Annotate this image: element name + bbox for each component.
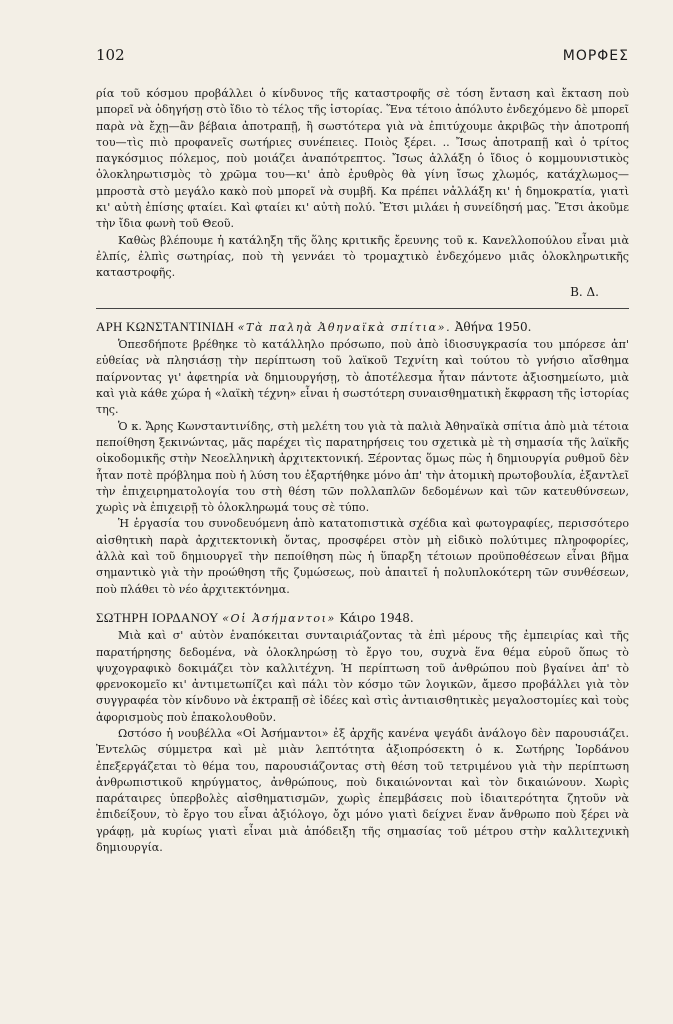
page-number: 102 — [96, 46, 125, 64]
continued-paragraph: ρία τοῦ κόσμου προβάλλει ὁ κίνδυνος τῆς καταστροφῆς σὲ τόση ἔνταση καὶ ἔκταση ποὺ μπορεῖ νὰ ὁδηγήσῃ στὸ ἴδιο τὸ τέλος τῆς ἱστορίας. Ἕνα τέτοιο ἀπόλυτο ἐνδεχόμενο δὲ μπορεῖ παρὰ νὰ ἔχῃ—ἂν βέβαια ἀποτραπῇ, ἢ σωστότερα γιὰ νὰ ἐπιτύχουμε ἀκριβῶς τὴν ἀποτροπή του—τὶς πιὸ προφανεῖς σωτήριες συνέπειες. Ποιὸς ξέρει. .. Ἴσως ἀποτραπῇ καὶ ὁ τρίτος παγκόσμιος πόλεμος, ποὺ μοιάζει ἀναπότρεπτος. Ἴσως ἀλλάξη ὁ ἴδιος ὁ κομμουνιστικὸς ὁλοκληρωτισμὸς τὸ χρῶμα του—κι' ἀπὸ ἐρυθρὸς θὰ γίνη ἴσως χλωμός, κατάχλωμος—μπροστὰ στὸ μεγάλο κακὸ ποὺ μπορεῖ νὰ συμβῆ. Κα πρέπει νἀλλάξη κι' ἡ δημοκρατία, γιατὶ κι' αὐτὴ ἐπίσης φταίει. Καὶ φταίει κι' αὐτὴ πολύ. Ἔτσι μιλάει ἡ συνείδησή μας. Ἔτσι ἀκοῦμε τὴν ἴδια φωνὴ τοῦ Θεοῦ. — [96, 87, 629, 231]
body-paragraph: Καθὼς βλέπουμε ἡ κατάληξη τῆς ὅλης κριτικῆς ἔρευνης τοῦ κ. Κανελλοπούλου εἶναι μιὰ ἐλπίς, ἐλπὶς σωτηρίας, ποὺ τὴ γεννάει τὸ τρομαχτικὸ ἐνδεχόμενο μιᾶς ὁλοκληρωτικῆς καταστροφῆς. — [96, 233, 629, 280]
body-paragraph: Ὁ κ. Ἄρης Κωνσταντινίδης, στὴ μελέτη του γιὰ τὰ παλιὰ Ἀθηναϊκὰ σπίτια ἀπὸ μιὰ τέτοια πεποίθηση ξεκινώντας, μᾶς παρέχει τὶς παρατηρήσεις του σχετικὰ μὲ τὴ σημασία τῆς λαϊκῆς οἰκοδομικῆς στὴν Νεοελληνικὴ ἀρχιτεκτονική. Ξέροντας ὅμως πὼς ἡ δημιουργία ρυθμοῦ δὲν ἦταν ποτὲ πρόβλημα ποὺ ἡ λύση του ἐξαρτήθηκε μόνο ἀπ' τὴν ἀτομικὴ πρωτοβουλία, ἐξαντλεῖ τὴν ἐπιχειρηματολογία του στὴ θέση τῶν πολλαπλῶν δεδομένων καὶ τῶν κατευθύνσεων, χωρὶς νὰ ἐπιχειρῇ τὸ ὁλοκληρωμά τους σὲ τύπο. — [96, 419, 629, 515]
review-heading — [96, 610, 629, 627]
page-body — [96, 86, 629, 856]
review-work-title: «Οἱ Ἀσήμαντοι» — [222, 611, 336, 625]
review-author: ΣΩΤΗΡΗ ΙΟΡΔΑΝΟΥ — [96, 609, 219, 625]
body-paragraph: Ἡ ἐργασία του συνοδευόμενη ἀπὸ κατατοπιστικὰ σχέδια καὶ φωτογραφίες, περισσότερο αἰσθητικὴ παρὰ ἀρχιτεκτονικὴ ὄντας, προσφέρει στὸν μὴ εἰδικὸ πολύτιμες πληροφορίες, ἀλλὰ καὶ τοῦ δημιουργεῖ τὴν πεποίθηση πὼς ἡ ὕπαρξη τέτοιων προϋποθέσεων εἶναι βῆμα σημαντικὸ γιὰ τὴν προώθηση τῆς ζυμώσεως, ποὺ ἀπαιτεῖ ἡ πολυπλοκότερη τῶν συνθέσεων, ποὺ πλάθει τὸ νέο ἀρχιτεκτόνημα. — [96, 517, 629, 596]
body-paragraph: Ωστόσο ἡ νουβέλλα «Οἱ Ἀσήμαντοι» ἐξ ἀρχῆς κανένα ψεγάδι ἀνάλογο δὲν παρουσιάζει. Ἐντελῶς σύμμετρα καὶ μὲ μιὰν λεπτότητα ἀξιοπρόσεκτη ὁ κ. Σωτήρης Ἰορδάνου ἐπεξεργάζεται τὸ θέμα του, παρουσιάζοντας στὴ θέση τοῦ τετριμένου γιὰ τὴν περίπτωση ἀνθρωπιστικοῦ κηρύγματος, ἀνθρώπους, ποὺ δικαιώνονται καὶ τὸν δικαιώνουν. Χωρὶς παράταιρες ὑπερβολὲς αἰσθηματισμῶν, χωρὶς ἐπεμβάσεις ποὺ ἰδιαιτερότητα ζητοῦν νὰ ἐπιδείξουν, τὸ ἔργο του εἶναι ἀξιόλογο, ὄχι μόνο γιατὶ δείχνει ἕναν ἄνθρωπο ποὺ ξέρει νὰ γράφῃ, μὰ κυρίως γιατὶ εἶναι μιὰ ἀπόδειξη τῆς σημασίας τοῦ μέτρου στὴν καλλιτεχνικὴ δημιουργία. — [96, 726, 629, 855]
review-heading — [96, 319, 629, 336]
section-divider — [96, 308, 629, 309]
review-publication: Ἀθήνα 1950. — [454, 319, 532, 334]
body-paragraph: Μιὰ καὶ σ' αὐτὸν ἐναπόκειται συνταιριάζοντας τὰ ἐπὶ μέρους τῆς ἐμπειρίας καὶ τῆς παρατήρησης δεδομένα, νὰ ὁλοκληρώσῃ τὸ ἔργο του, συχνὰ ἕνα θέμα εὑροῦ ὅπως τὸ ψυχογραφικὸ δοκιμάζει τὸν καλλιτέχνη. Ἡ περίπτωση τοῦ ἀνθρώπου ποὺ βγαίνει ἀπ' τὸ φρενοκομεῖο κι' ἀντιμετωπίζει καὶ πάλι τὸν κόσμο τῶν λογικῶν, ἄμεσο προβάλλει γιὰ τὸν συγγραφέα τὸν κίνδυνο νὰ ἐκτραπῇ σὲ ἰδέες καὶ στὶς ἀντιαισθητικὲς μεγαλοστομίες καὶ τοὺς ἀφορισμοὺς ποὺ ἐπακολουθοῦν. — [96, 629, 629, 724]
review-work-title: «Τὰ παληὰ Ἀθηναϊκὰ σπίτια». — [237, 320, 452, 334]
signature: Β. Δ. — [570, 284, 599, 299]
section-gap — [96, 598, 629, 610]
body-paragraph: Ὁπεσδήποτε βρέθηκε τὸ κατάλληλο πρόσωπο, ποὺ ἀπὸ ἰδιοσυγκρασία του μπόρεσε ἀπ' εὐθείας νὰ πλησιάσῃ τὴν περίπτωση τοῦ λαϊκοῦ Τεχνίτη καὶ τούτου τὸ γνήσιο αἴσθημα παίρνοντας γι' ἀφετηρία νὰ δημιουργήσῃ, τὸ ἀποτέλεσμα ἦταν πάντοτε ἀξιοσημείωτο, μιὰ καὶ γιὰ κάθε χώρα ἡ «λαϊκὴ τέχνη» εἶναι ἡ σωστότερη συναισθηματικὴ ἔκφραση τῆς ἱστορίας της. — [96, 338, 629, 417]
page-header — [96, 46, 629, 64]
review-publication: Κάιρο 1948. — [339, 610, 414, 625]
running-title: ΜΟΡΦΕΣ — [562, 48, 629, 64]
review-author: ΑΡΗ ΚΩΝΣΤΑΝΤΙΝΙΔΗ — [96, 318, 235, 334]
